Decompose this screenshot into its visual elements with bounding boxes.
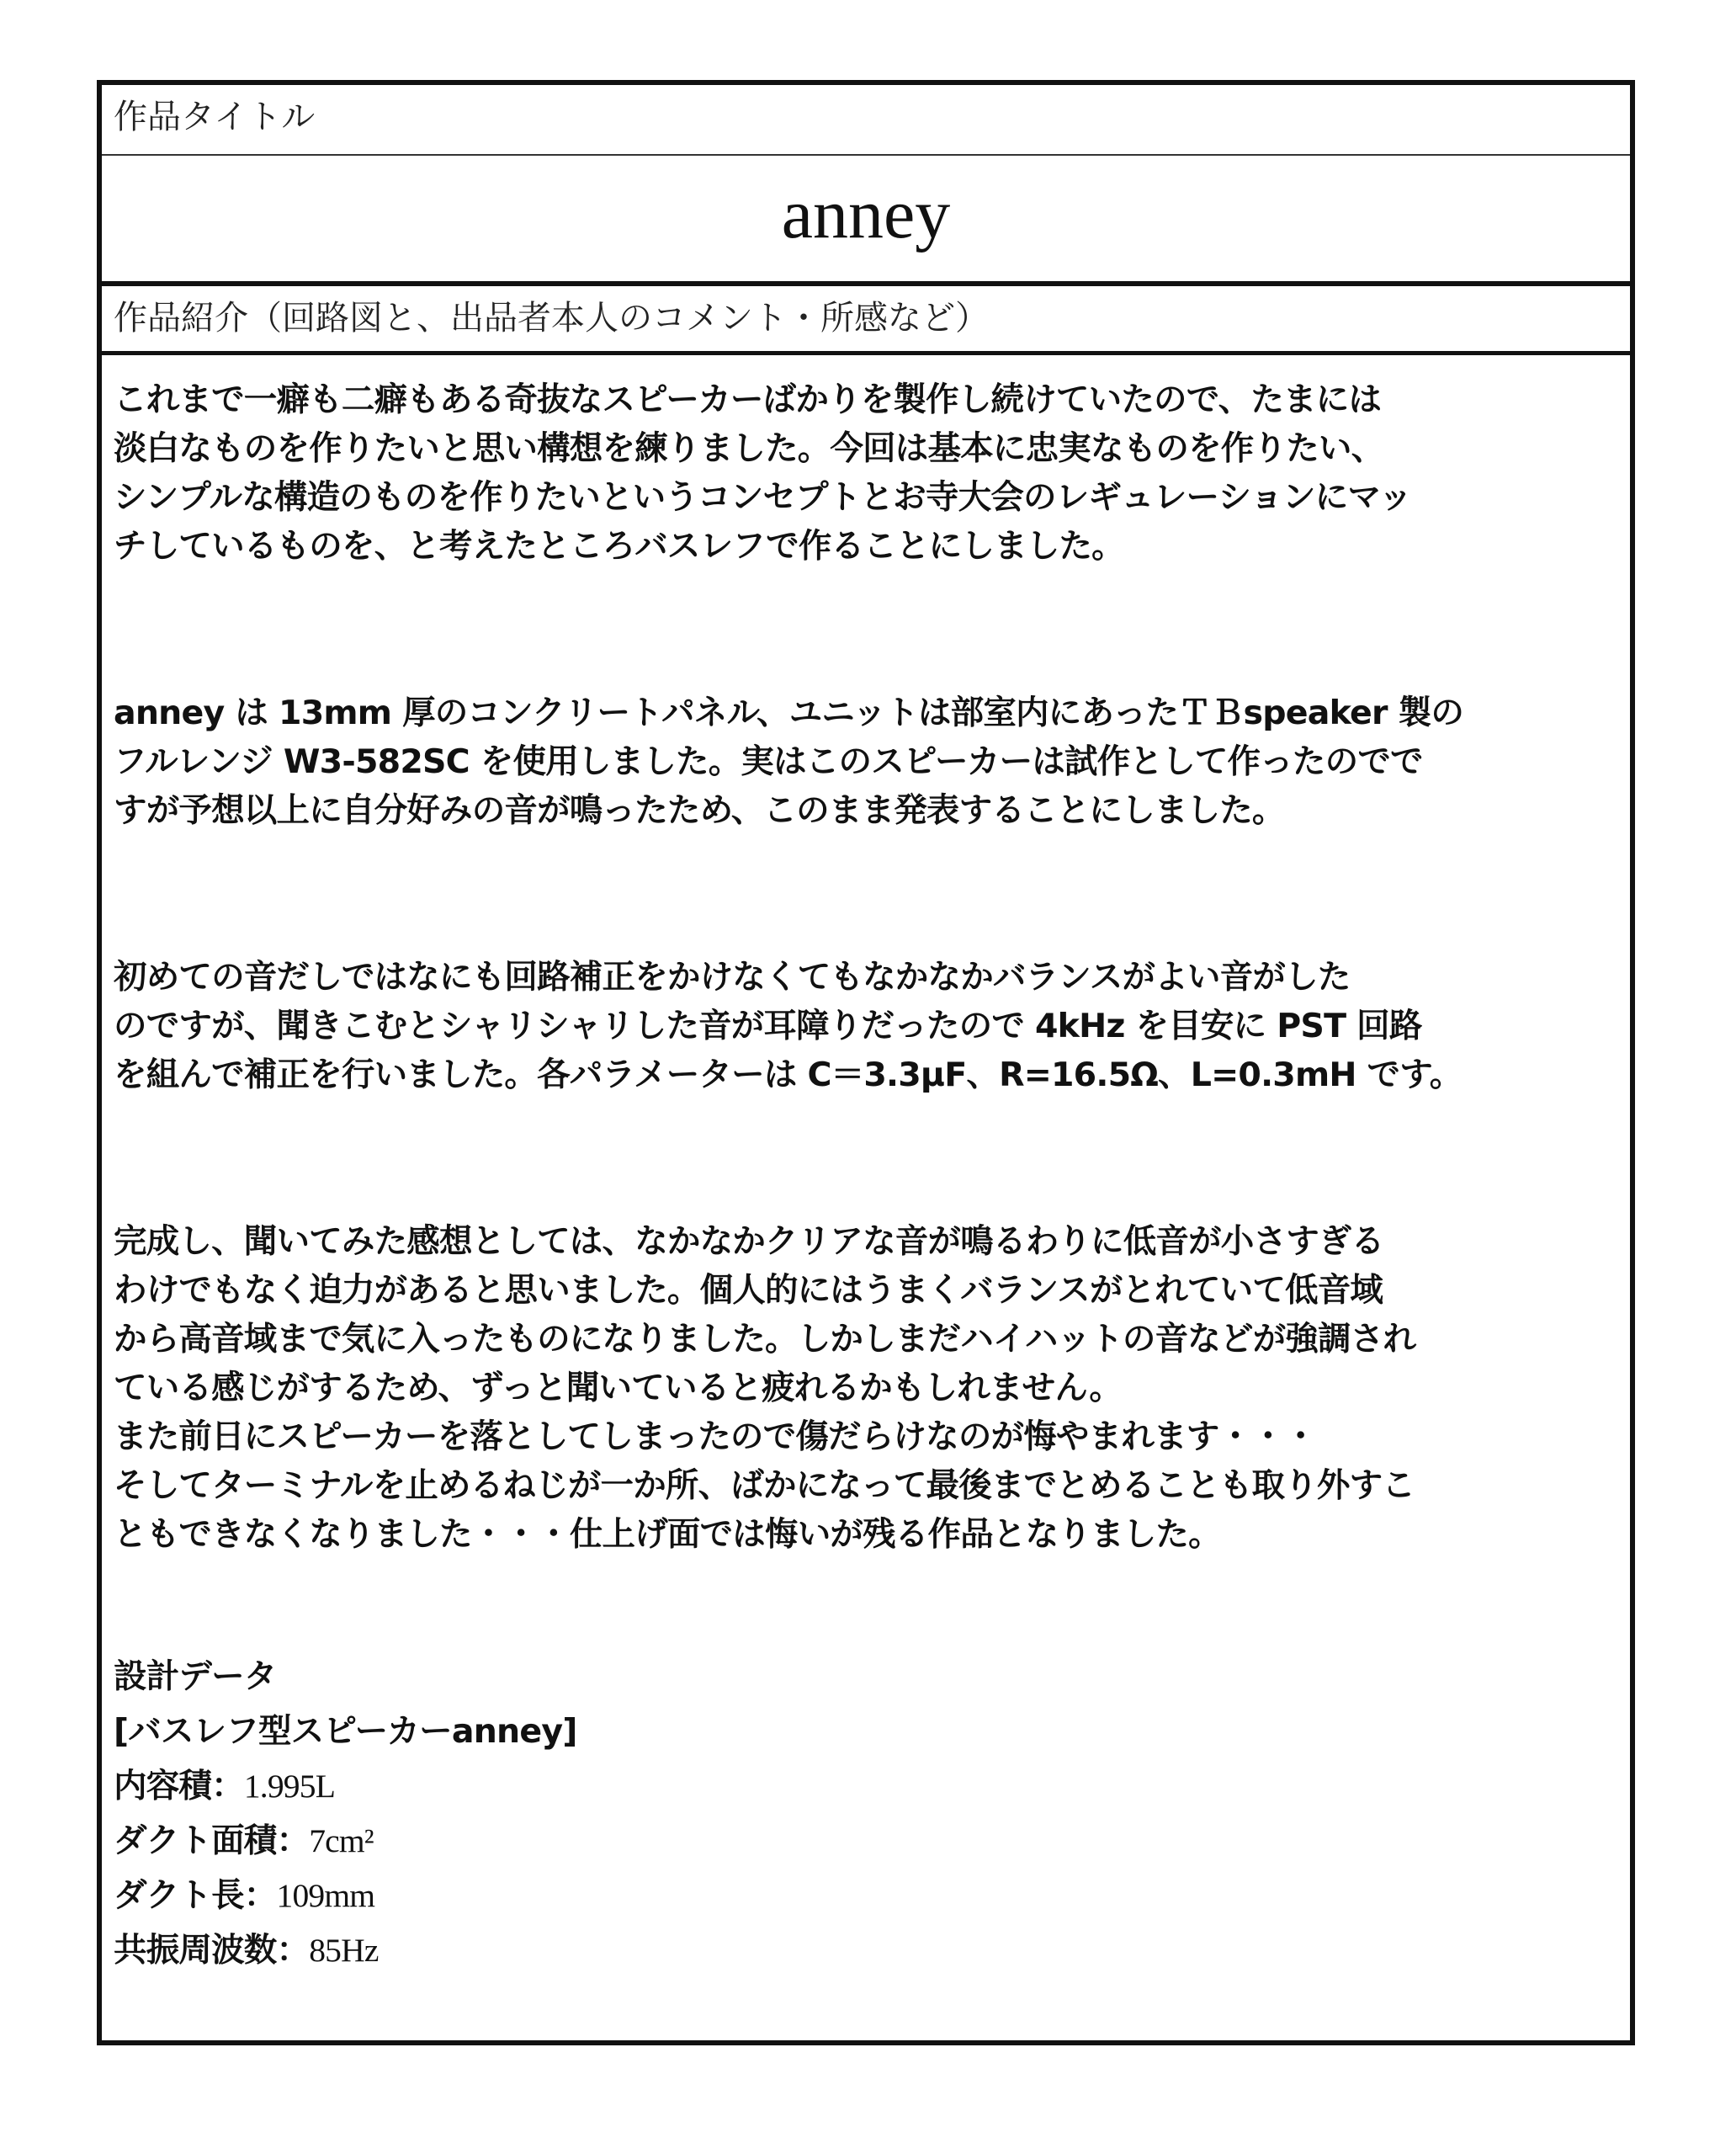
title-label: 作品タイトル	[102, 85, 1630, 156]
work-title: anney	[102, 156, 1630, 286]
spec-value: 109mm	[276, 1877, 375, 1914]
design-data-heading: 設計データ	[114, 1657, 277, 1696]
spec-row-resonance	[114, 1923, 1617, 1978]
design-data-model: [バスレフ型スピーカーanney]	[114, 1712, 577, 1751]
spec-row-volume	[114, 1759, 1617, 1814]
paragraph-impressions: 完成し、聞いてみた感想としては、なかなかクリアな音が鳴るわりに低音が小さすぎる わけでもなく迫力があると思いました。個人的にはうまくバランスがとれていて低音域 から高音域まで気に入ったものになりました。しかしまだハイハットの音などが強調され ている感じがするため、ずっと聞いていると疲れるかもしれません。 また前日にスピーカーを落としてしまったので傷だらけなのが悔やまれます・・・ そしてターミナルを止めるねじが一か所、ばかになって最後までとめることも取り外すこ ともできなくなりました・・・仕上げ面では悔いが残る作品となりました。	[114, 1222, 1416, 1554]
paragraph-correction: 初めての音だしではなにも回路補正をかけなくてもなかなかバランスがよい音がした のですが、聞きこむとシャリシャリした音が耳障りだったので 4kHz を目安に PST 回路 を組んで補正を行いました。各パラメーターは C＝3.3μF、R=16.5Ω、L=0.3mH です。	[114, 958, 1463, 1094]
paragraph-spacer	[114, 571, 1617, 689]
spec-row-duct-area	[114, 1814, 1617, 1869]
spec-label: ダクト面積：	[114, 1821, 310, 1860]
paragraph-spacer	[114, 835, 1617, 953]
spec-value: 85Hz	[309, 1932, 379, 1969]
paragraph-spacer	[114, 1099, 1617, 1217]
paragraph-motivation: これまで一癖も二癖もある奇抜なスピーカーばかりを製作し続けていたので、たまには 淡白なものを作りたいと思い構想を練りました。今回は基本に忠実なものを作りたい、 シンプルな構造のものを作りたいというコンセプトとお寺大会のレギュレーションにマッ チしているものを、と考えたところバスレフで作ることにしました。	[114, 380, 1412, 566]
spec-label: ダクト長：	[114, 1876, 277, 1915]
spec-label: 内容積：	[114, 1767, 244, 1805]
spec-value: 1.995L	[243, 1768, 336, 1805]
spec-value: 7cm²	[309, 1822, 374, 1859]
description-body	[102, 355, 1630, 2040]
spec-row-duct-length	[114, 1869, 1617, 1923]
entry-form	[97, 80, 1635, 2045]
paragraph-materials: anney は 13mm 厚のコンクリートパネル、ユニットは部室内にあったＴＢspeaker 製の フルレンジ W3-582SC を使用しました。実はこのスピーカーは試作として作ったのでで すが予想以上に自分好みの音が鳴ったため、このまま発表することにしました。	[114, 694, 1464, 830]
intro-label: 作品紹介（回路図と、出品者本人のコメント・所感など）	[102, 286, 1630, 355]
design-data	[114, 1650, 1617, 1978]
spec-label: 共振周波数：	[114, 1931, 310, 1970]
